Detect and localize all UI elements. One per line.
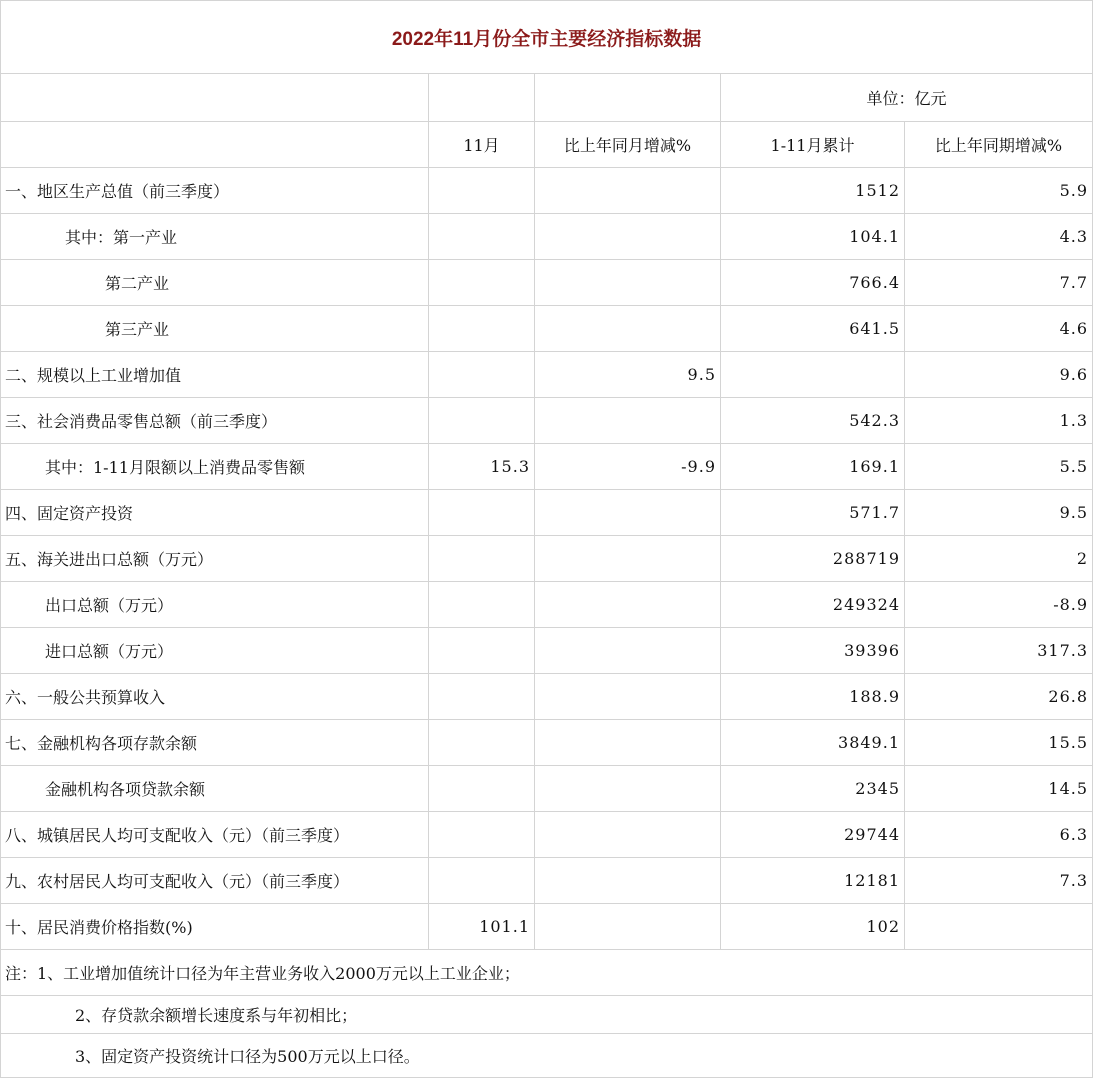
nov-yoy-value bbox=[535, 766, 721, 812]
ytd-value bbox=[721, 352, 905, 398]
table-row bbox=[1, 766, 1093, 812]
indicator-label: 九、农村居民人均可支配收入（元）（前三季度） bbox=[1, 858, 429, 904]
table-row bbox=[1, 858, 1093, 904]
ytd-value: 12181 bbox=[721, 858, 905, 904]
table-row bbox=[1, 674, 1093, 720]
indicator-label: 进口总额（万元） bbox=[1, 628, 429, 674]
nov-value bbox=[429, 352, 535, 398]
ytd-value: 29744 bbox=[721, 812, 905, 858]
nov-yoy-value bbox=[535, 398, 721, 444]
nov-yoy-value: 9.5 bbox=[535, 352, 721, 398]
nov-value bbox=[429, 398, 535, 444]
nov-value: 15.3 bbox=[429, 444, 535, 490]
footnote: 3、固定资产投资统计口径为500万元以上口径。 bbox=[1, 1034, 1093, 1078]
empty-cell bbox=[429, 74, 535, 122]
table-row bbox=[1, 260, 1093, 306]
ytd-yoy-value: 6.3 bbox=[905, 812, 1093, 858]
header-nov: 11月 bbox=[429, 122, 535, 168]
table-row bbox=[1, 904, 1093, 950]
indicator-label: 其中：第一产业 bbox=[1, 214, 429, 260]
ytd-yoy-value: 4.3 bbox=[905, 214, 1093, 260]
table-row bbox=[1, 812, 1093, 858]
nov-yoy-value bbox=[535, 628, 721, 674]
ytd-yoy-value: 1.3 bbox=[905, 398, 1093, 444]
indicator-label: 第三产业 bbox=[1, 306, 429, 352]
ytd-yoy-value: 317.3 bbox=[905, 628, 1093, 674]
nov-value: 101.1 bbox=[429, 904, 535, 950]
nov-value bbox=[429, 490, 535, 536]
ytd-value: 2345 bbox=[721, 766, 905, 812]
ytd-value: 542.3 bbox=[721, 398, 905, 444]
header-ytd: 1-11月累计 bbox=[721, 122, 905, 168]
nov-yoy-value bbox=[535, 674, 721, 720]
unit-label: 单位：亿元 bbox=[721, 74, 1093, 122]
ytd-yoy-value: 7.3 bbox=[905, 858, 1093, 904]
nov-yoy-value bbox=[535, 260, 721, 306]
nov-value bbox=[429, 628, 535, 674]
nov-value bbox=[429, 766, 535, 812]
indicator-label: 七、金融机构各项存款余额 bbox=[1, 720, 429, 766]
ytd-value: 104.1 bbox=[721, 214, 905, 260]
nov-yoy-value bbox=[535, 582, 721, 628]
table-row bbox=[1, 214, 1093, 260]
indicator-label: 金融机构各项贷款余额 bbox=[1, 766, 429, 812]
table-row bbox=[1, 398, 1093, 444]
nov-yoy-value bbox=[535, 536, 721, 582]
footnote: 2、存贷款余额增长速度系与年初相比； bbox=[1, 996, 1093, 1034]
ytd-value: 188.9 bbox=[721, 674, 905, 720]
ytd-value: 1512 bbox=[721, 168, 905, 214]
indicator-label: 五、海关进出口总额（万元） bbox=[1, 536, 429, 582]
indicator-label: 十、居民消费价格指数(%) bbox=[1, 904, 429, 950]
table-row bbox=[1, 352, 1093, 398]
page-title: 2022年11月份全市主要经济指标数据 bbox=[1, 1, 1093, 74]
indicator-label: 四、固定资产投资 bbox=[1, 490, 429, 536]
header-ytd-yoy: 比上年同期增减% bbox=[905, 122, 1093, 168]
indicator-label: 第二产业 bbox=[1, 260, 429, 306]
ytd-value: 3849.1 bbox=[721, 720, 905, 766]
indicator-label: 八、城镇居民人均可支配收入（元）（前三季度） bbox=[1, 812, 429, 858]
table-row bbox=[1, 582, 1093, 628]
nov-value bbox=[429, 720, 535, 766]
nov-yoy-value bbox=[535, 904, 721, 950]
ytd-yoy-value: 15.5 bbox=[905, 720, 1093, 766]
nov-value bbox=[429, 582, 535, 628]
nov-yoy-value bbox=[535, 490, 721, 536]
nov-yoy-value bbox=[535, 812, 721, 858]
nov-yoy-value bbox=[535, 858, 721, 904]
ytd-value: 249324 bbox=[721, 582, 905, 628]
table-row bbox=[1, 490, 1093, 536]
nov-yoy-value bbox=[535, 214, 721, 260]
ytd-yoy-value: 5.9 bbox=[905, 168, 1093, 214]
ytd-yoy-value: 14.5 bbox=[905, 766, 1093, 812]
nov-yoy-value: -9.9 bbox=[535, 444, 721, 490]
nov-value bbox=[429, 536, 535, 582]
nov-yoy-value bbox=[535, 306, 721, 352]
table-row bbox=[1, 306, 1093, 352]
footnote: 注：1、工业增加值统计口径为年主营业务收入2000万元以上工业企业； bbox=[1, 950, 1093, 996]
empty-cell bbox=[1, 74, 429, 122]
nov-value bbox=[429, 168, 535, 214]
table-row bbox=[1, 168, 1093, 214]
table-row bbox=[1, 536, 1093, 582]
ytd-value: 641.5 bbox=[721, 306, 905, 352]
ytd-value: 571.7 bbox=[721, 490, 905, 536]
nov-yoy-value bbox=[535, 168, 721, 214]
ytd-yoy-value: 2 bbox=[905, 536, 1093, 582]
nov-value bbox=[429, 674, 535, 720]
nov-value bbox=[429, 306, 535, 352]
nov-yoy-value bbox=[535, 720, 721, 766]
ytd-value: 102 bbox=[721, 904, 905, 950]
table-row bbox=[1, 444, 1093, 490]
ytd-yoy-value: 5.5 bbox=[905, 444, 1093, 490]
indicator-label: 二、规模以上工业增加值 bbox=[1, 352, 429, 398]
indicator-label: 其中：1-11月限额以上消费品零售额 bbox=[1, 444, 429, 490]
ytd-yoy-value: 9.6 bbox=[905, 352, 1093, 398]
ytd-value: 169.1 bbox=[721, 444, 905, 490]
ytd-yoy-value: 7.7 bbox=[905, 260, 1093, 306]
ytd-value: 288719 bbox=[721, 536, 905, 582]
ytd-yoy-value: -8.9 bbox=[905, 582, 1093, 628]
nov-value bbox=[429, 214, 535, 260]
indicator-label: 一、地区生产总值（前三季度） bbox=[1, 168, 429, 214]
indicator-label: 出口总额（万元） bbox=[1, 582, 429, 628]
nov-value bbox=[429, 260, 535, 306]
table-row bbox=[1, 628, 1093, 674]
header-nov-yoy: 比上年同月增减% bbox=[535, 122, 721, 168]
empty-cell bbox=[535, 74, 721, 122]
table-row bbox=[1, 720, 1093, 766]
ytd-yoy-value: 26.8 bbox=[905, 674, 1093, 720]
nov-value bbox=[429, 812, 535, 858]
ytd-yoy-value: 9.5 bbox=[905, 490, 1093, 536]
ytd-value: 766.4 bbox=[721, 260, 905, 306]
nov-value bbox=[429, 858, 535, 904]
header-indicator bbox=[1, 122, 429, 168]
ytd-value: 39396 bbox=[721, 628, 905, 674]
indicator-label: 六、一般公共预算收入 bbox=[1, 674, 429, 720]
ytd-yoy-value bbox=[905, 904, 1093, 950]
ytd-yoy-value: 4.6 bbox=[905, 306, 1093, 352]
indicator-label: 三、社会消费品零售总额（前三季度） bbox=[1, 398, 429, 444]
